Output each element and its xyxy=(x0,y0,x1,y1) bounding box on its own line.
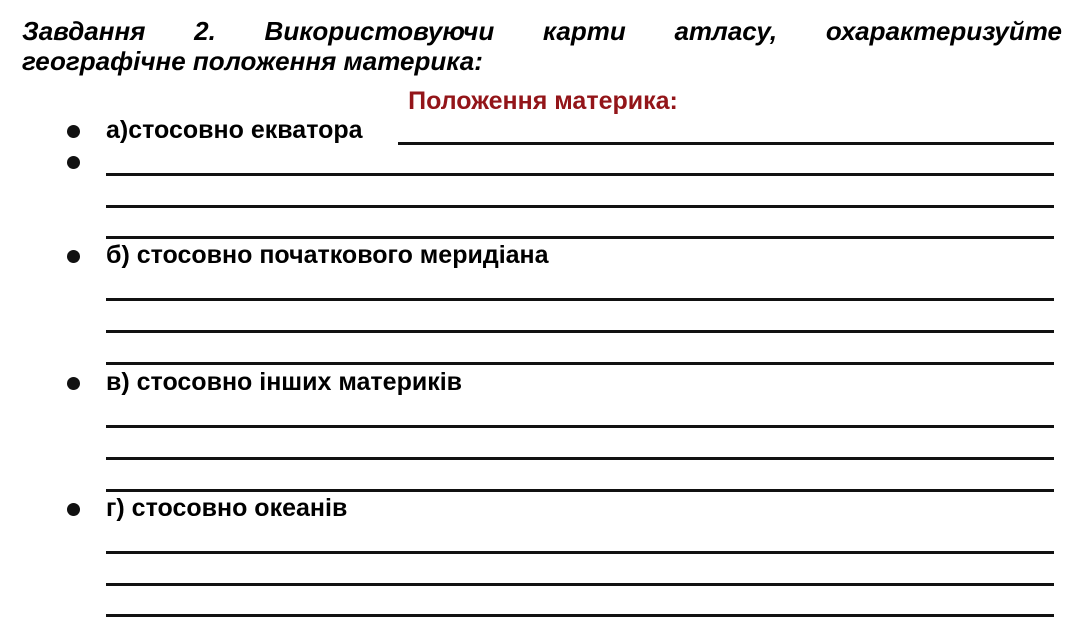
task-word: Використовуючи xyxy=(264,16,495,46)
bullet-icon xyxy=(67,503,80,516)
task-word: карти xyxy=(542,16,626,46)
bullet-icon xyxy=(67,125,80,138)
answer-line xyxy=(106,551,1054,554)
answer-line xyxy=(106,583,1054,586)
task-word: 2. xyxy=(194,16,216,46)
answer-line xyxy=(106,298,1054,301)
task-statement xyxy=(22,16,1062,76)
answer-line xyxy=(106,457,1054,460)
answer-line xyxy=(106,614,1054,617)
answer-line xyxy=(106,330,1054,333)
section-heading: Положення материка: xyxy=(408,87,678,115)
bullet-icon xyxy=(67,156,80,169)
item-oceans-label: г) стосовно океанів xyxy=(106,494,348,522)
task-word: Завдання xyxy=(22,16,146,46)
answer-line xyxy=(106,489,1054,492)
bullet-icon xyxy=(67,250,80,263)
answer-line xyxy=(106,236,1054,239)
item-continents-label: в) стосовно інших материків xyxy=(106,368,463,396)
task-word: охарактеризуйте xyxy=(825,16,1062,46)
task-word: атласу, xyxy=(674,16,778,46)
answer-line xyxy=(106,173,1054,176)
answer-line xyxy=(398,142,1054,145)
answer-line xyxy=(106,362,1054,365)
bullet-icon xyxy=(67,377,80,390)
task-line-2: географічне положення материка: xyxy=(22,46,483,76)
answer-line xyxy=(106,205,1054,208)
item-equator-label: а)стосовно екватора xyxy=(106,116,363,144)
answer-line xyxy=(106,425,1054,428)
task-line-1 xyxy=(22,16,1062,46)
item-meridian-label: б) стосовно початкового меридіана xyxy=(106,241,549,269)
